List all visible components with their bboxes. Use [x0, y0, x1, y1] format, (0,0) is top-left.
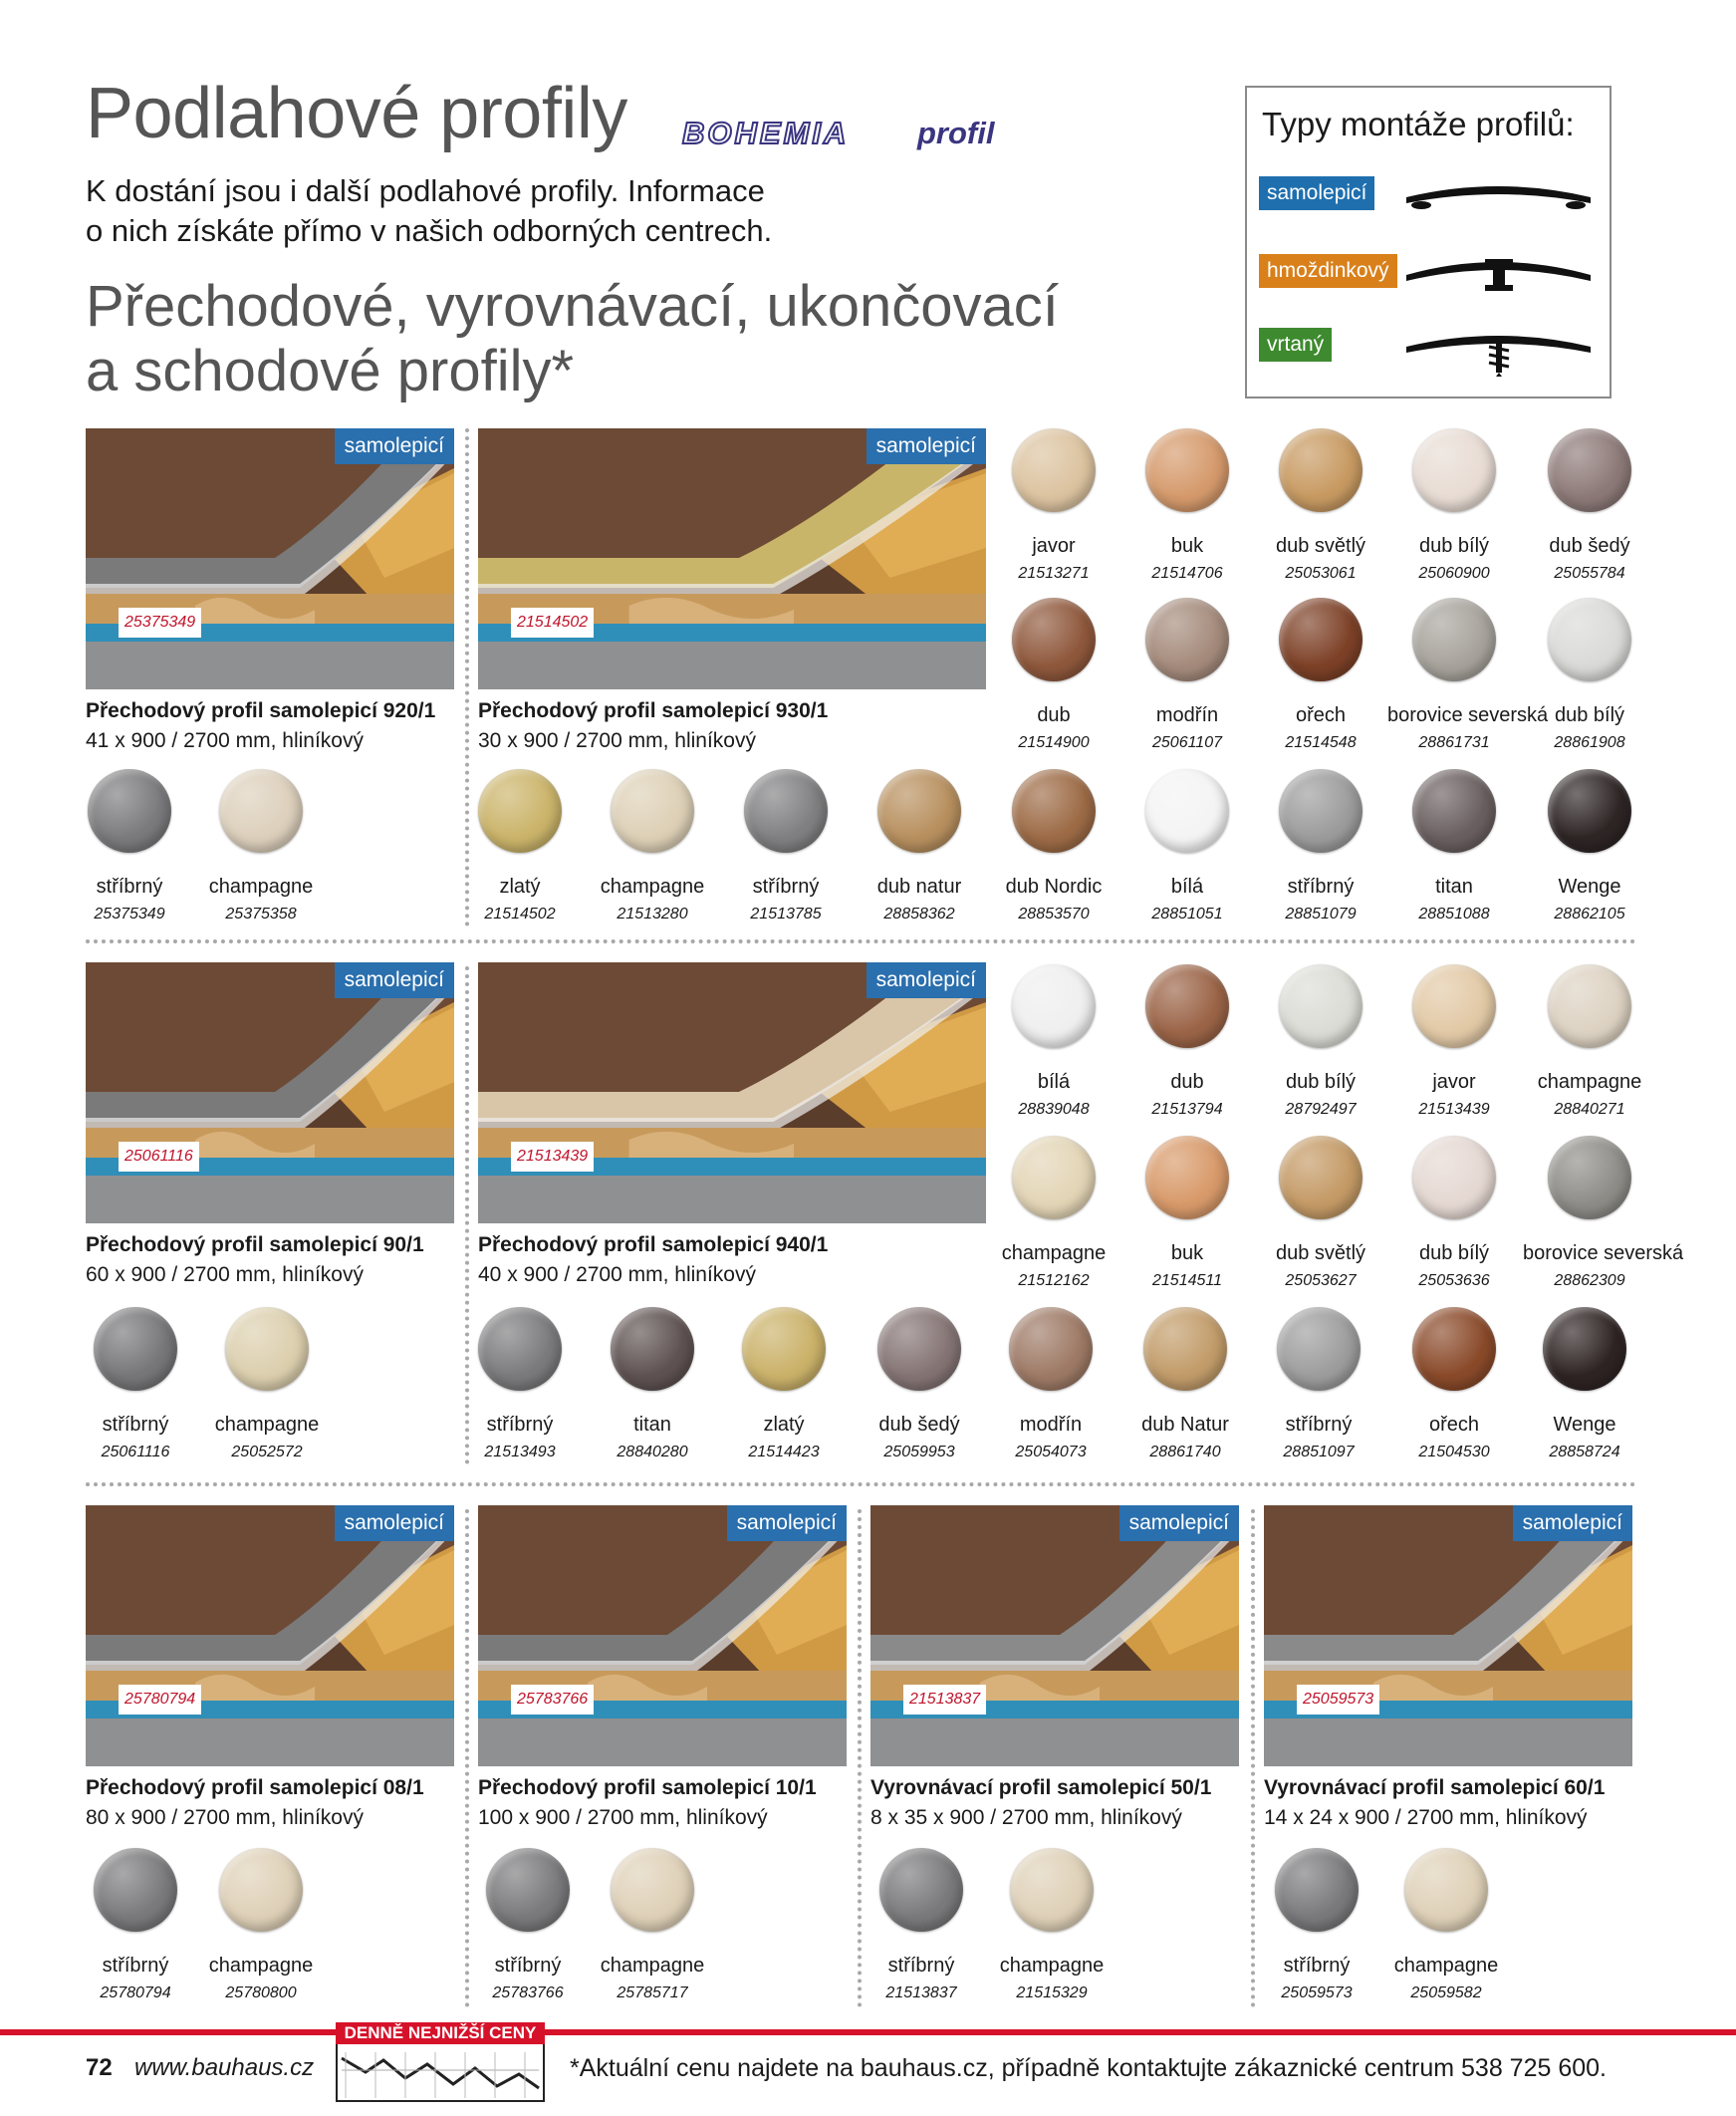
swatch-name: dub natur — [876, 876, 962, 898]
swatch-code: 25060900 — [1418, 565, 1490, 582]
swatch-name: champagne — [1537, 1071, 1642, 1093]
product-code-badge: 25780794 — [119, 1685, 201, 1715]
swatch-color-circle — [1412, 1307, 1496, 1391]
color-swatch[interactable] — [453, 769, 587, 925]
mount-type-hmozdinkovy: hmoždinkový — [1259, 254, 1397, 288]
swatch-code: 28851088 — [1418, 906, 1490, 923]
swatch-name: Wenge — [1558, 876, 1621, 898]
swatch-code: 28792497 — [1285, 1101, 1357, 1118]
product-dimensions: 40 x 900 / 2700 mm, hliníkový — [478, 1263, 756, 1286]
page-number: 72 — [86, 2054, 113, 2081]
mounting-type-badge: samolepicí — [335, 1505, 454, 1541]
swatch-name: dub — [1037, 704, 1071, 726]
swatch-name: dub bílý — [1418, 535, 1490, 557]
swatch-code: 28862309 — [1554, 1272, 1625, 1289]
product-name: Vyrovnávací profil samolepicí 60/1 — [1264, 1776, 1606, 1799]
product-code-badge: 21513837 — [903, 1685, 986, 1715]
swatch-name: stříbrný — [486, 1414, 554, 1436]
color-swatch[interactable] — [1120, 769, 1254, 925]
color-swatch[interactable] — [987, 428, 1120, 584]
swatch-name: champagne — [214, 1414, 320, 1436]
color-swatch[interactable] — [1252, 1307, 1385, 1462]
swatch-code: 21513493 — [484, 1444, 556, 1460]
swatch-name: dub bílý — [1554, 704, 1625, 726]
svg-text:BOHEMIA: BOHEMIA — [682, 116, 850, 150]
color-swatch[interactable] — [1379, 1848, 1513, 2003]
floor-cross-section-illustration — [478, 428, 986, 689]
swatch-color-circle — [1279, 964, 1363, 1048]
swatch-code: 21514502 — [484, 906, 556, 923]
swatch-color-circle — [1012, 598, 1096, 681]
divider — [86, 1482, 1636, 1486]
color-swatch[interactable] — [586, 1848, 719, 2003]
dowel-profile-icon — [1401, 241, 1596, 301]
product-dimensions: 14 x 24 x 900 / 2700 mm, hliníkový — [1264, 1806, 1588, 1829]
swatch-color-circle — [1012, 428, 1096, 512]
color-swatch[interactable] — [69, 1848, 202, 2003]
swatch-color-circle — [478, 769, 562, 853]
mounting-title: Typy montáže profilů: — [1262, 106, 1575, 142]
swatch-code: 28840280 — [617, 1444, 688, 1460]
swatch-code: 25780794 — [100, 1984, 171, 2001]
swatch-name: champagne — [1001, 1242, 1107, 1264]
color-swatch[interactable] — [63, 769, 196, 925]
color-swatch[interactable] — [1387, 428, 1521, 584]
swatch-color-circle — [1279, 598, 1363, 681]
swatch-code: 28851051 — [1151, 906, 1223, 923]
swatch-code: 21513837 — [885, 1984, 957, 2001]
product-image — [478, 428, 986, 689]
swatch-color-circle — [879, 1848, 963, 1932]
product-name: Přechodový profil samolepicí 08/1 — [86, 1776, 424, 1799]
color-swatch[interactable] — [1120, 1136, 1254, 1291]
swatch-code: 21513785 — [750, 906, 822, 923]
color-swatch[interactable] — [69, 1307, 202, 1462]
color-swatch[interactable] — [719, 769, 853, 925]
product-code-badge: 25375349 — [119, 608, 201, 638]
product-name: Přechodový profil samolepicí 930/1 — [478, 699, 829, 722]
swatch-name: dub světlý — [1275, 1242, 1366, 1264]
swatch-code: 28853570 — [1018, 906, 1090, 923]
color-swatch[interactable] — [984, 1307, 1117, 1462]
swatch-code: 25783766 — [492, 1984, 564, 2001]
swatch-code: 25785717 — [617, 1984, 688, 2001]
swatch-code: 25055784 — [1554, 565, 1625, 582]
swatch-color-circle — [1404, 1848, 1488, 1932]
swatch-name: champagne — [600, 876, 705, 898]
product-code-badge: 25059573 — [1297, 1685, 1379, 1715]
color-swatch[interactable] — [1523, 769, 1656, 925]
mounting-type-badge: samolepicí — [335, 962, 454, 998]
color-swatch[interactable] — [1254, 598, 1387, 753]
color-swatch[interactable] — [1523, 1136, 1684, 1291]
color-swatch[interactable] — [1387, 1136, 1521, 1291]
color-swatch[interactable] — [855, 1848, 988, 2003]
divider — [465, 428, 469, 926]
swatch-code: 25053636 — [1418, 1272, 1490, 1289]
product-code-badge: 25061116 — [119, 1142, 199, 1172]
swatch-color-circle — [1009, 1307, 1093, 1391]
color-swatch[interactable] — [1120, 964, 1254, 1120]
swatch-color-circle — [1548, 964, 1631, 1048]
swatch-code: 28851097 — [1283, 1444, 1355, 1460]
floor-cross-section-illustration — [86, 1505, 454, 1766]
mounting-type-badge: samolepicí — [867, 962, 986, 998]
color-swatch[interactable] — [1250, 1848, 1383, 2003]
swatch-code: 25059953 — [883, 1444, 955, 1460]
swatch-color-circle — [1548, 1136, 1631, 1219]
swatch-color-circle — [1412, 428, 1496, 512]
website-link[interactable]: www.bauhaus.cz — [134, 2054, 315, 2081]
swatch-code: 28851079 — [1285, 906, 1357, 923]
swatch-name: javor — [1032, 535, 1076, 557]
swatch-name: stříbrný — [752, 876, 820, 898]
swatch-color-circle — [1543, 1307, 1626, 1391]
color-swatch[interactable] — [1523, 598, 1656, 753]
swatch-code: 28861740 — [1149, 1444, 1221, 1460]
color-swatch[interactable] — [1120, 598, 1254, 753]
mounting-type-badge: samolepicí — [335, 428, 454, 464]
swatch-code: 25061116 — [101, 1444, 170, 1460]
color-swatch[interactable] — [1518, 1307, 1651, 1462]
swatch-name: Wenge — [1553, 1414, 1616, 1436]
swatch-name: modřín — [1155, 704, 1219, 726]
swatch-color-circle — [1548, 769, 1631, 853]
floor-cross-section-illustration — [478, 962, 986, 1223]
swatch-code: 28858362 — [883, 906, 955, 923]
color-swatch[interactable] — [453, 1307, 587, 1462]
color-swatch[interactable] — [1254, 1136, 1387, 1291]
product-dimensions: 30 x 900 / 2700 mm, hliníkový — [478, 729, 756, 752]
color-swatch[interactable] — [1387, 1307, 1521, 1462]
subtitle-line: Přechodové, vyrovnávací, ukončovací — [86, 274, 1059, 339]
swatch-color-circle — [219, 1848, 303, 1932]
swatch-color-circle — [1279, 1136, 1363, 1219]
swatch-name: zlatý — [499, 876, 541, 898]
color-swatch[interactable] — [987, 1136, 1120, 1291]
swatch-color-circle — [1143, 1307, 1227, 1391]
swatch-color-circle — [1145, 964, 1229, 1048]
swatch-name: dub světlý — [1275, 535, 1366, 557]
swatch-color-circle — [1010, 1848, 1094, 1932]
swatch-name: stříbrný — [96, 876, 163, 898]
divider — [465, 966, 469, 1464]
product-name: Přechodový profil samolepicí 940/1 — [478, 1233, 829, 1256]
swatch-name: javor — [1432, 1071, 1476, 1093]
swatch-code: 25375349 — [94, 906, 165, 923]
swatch-code: 25375358 — [225, 906, 297, 923]
footer-accent-bar — [0, 2029, 1736, 2035]
swatch-name: champagne — [600, 1955, 705, 1977]
product-code-badge: 21513439 — [511, 1142, 594, 1172]
product-name: Vyrovnávací profil samolepicí 50/1 — [870, 1776, 1212, 1799]
swatch-code: 21513439 — [1418, 1101, 1490, 1118]
lowest-price-badge-label: DENNĚ NEJNIŽŠÍ CENY — [336, 2022, 545, 2044]
swatch-color-circle — [225, 1307, 309, 1391]
swatch-name: ořech — [1428, 1414, 1480, 1436]
subtitle-line: a schodové profily* — [86, 339, 575, 403]
divider — [465, 1509, 469, 2007]
color-swatch[interactable] — [1387, 964, 1521, 1120]
swatch-code: 25059582 — [1410, 1984, 1482, 2001]
product-image — [1264, 1505, 1632, 1766]
screw-profile-icon — [1401, 317, 1596, 377]
swatch-code: 21514511 — [1152, 1272, 1222, 1289]
swatch-color-circle — [1012, 769, 1096, 853]
swatch-code: 25059573 — [1281, 1984, 1353, 2001]
color-swatch[interactable] — [194, 1848, 328, 2003]
swatch-color-circle — [1145, 769, 1229, 853]
color-swatch[interactable] — [853, 1307, 986, 1462]
swatch-code: 21514423 — [748, 1444, 820, 1460]
bohemia-profil-logo — [680, 112, 1041, 151]
swatch-color-circle — [486, 1848, 570, 1932]
section-subtitle — [86, 274, 1082, 403]
swatch-name: dub Natur — [1141, 1414, 1229, 1436]
swatch-name: champagne — [208, 876, 314, 898]
product-image — [86, 962, 454, 1223]
swatch-code: 28861908 — [1554, 734, 1625, 751]
product-image — [478, 962, 986, 1223]
swatch-code: 21512162 — [1018, 1272, 1090, 1289]
product-image — [870, 1505, 1239, 1766]
color-swatch[interactable] — [987, 598, 1120, 753]
product-dimensions: 100 x 900 / 2700 mm, hliníkový — [478, 1806, 768, 1829]
swatch-name: buk — [1170, 535, 1204, 557]
swatch-name: dub šedý — [878, 1414, 960, 1436]
color-swatch[interactable] — [1387, 598, 1549, 753]
swatch-code: 21513280 — [617, 906, 688, 923]
color-swatch[interactable] — [1254, 428, 1387, 584]
floor-cross-section-illustration — [478, 1505, 847, 1766]
color-swatch[interactable] — [985, 1848, 1118, 2003]
mounting-types-box — [1245, 86, 1612, 398]
swatch-color-circle — [1145, 428, 1229, 512]
swatch-code: 21515329 — [1016, 1984, 1088, 2001]
divider — [1251, 1509, 1255, 2007]
swatch-color-circle — [1012, 1136, 1096, 1219]
swatch-name: dub Nordic — [1005, 876, 1103, 898]
product-image — [86, 1505, 454, 1766]
swatch-name: bílá — [1170, 876, 1204, 898]
color-swatch[interactable] — [1254, 964, 1387, 1120]
swatch-name: bílá — [1037, 1071, 1071, 1093]
swatch-color-circle — [478, 1307, 562, 1391]
swatch-code: 25053061 — [1285, 565, 1357, 582]
swatch-code: 25052572 — [231, 1444, 303, 1460]
color-swatch[interactable] — [717, 1307, 851, 1462]
mount-type-vrtany: vrtaný — [1259, 328, 1332, 362]
swatch-color-circle — [1412, 1136, 1496, 1219]
product-name: Přechodový profil samolepicí 90/1 — [86, 1233, 424, 1256]
swatch-code: 21504530 — [1418, 1444, 1490, 1460]
swatch-name: ořech — [1295, 704, 1347, 726]
swatch-code: 25780800 — [225, 1984, 297, 2001]
swatch-name: titan — [1435, 876, 1473, 898]
adhesive-profile-icon — [1401, 167, 1596, 227]
product-dimensions: 80 x 900 / 2700 mm, hliníkový — [86, 1806, 364, 1829]
swatch-color-circle — [611, 1307, 694, 1391]
floor-cross-section-illustration — [1264, 1505, 1632, 1766]
color-swatch[interactable] — [1523, 964, 1656, 1120]
product-dimensions: 60 x 900 / 2700 mm, hliníkový — [86, 1263, 364, 1286]
color-swatch[interactable] — [1254, 769, 1387, 925]
floor-cross-section-illustration — [86, 962, 454, 1223]
product-name: Přechodový profil samolepicí 10/1 — [478, 1776, 817, 1799]
product-name: Přechodový profil samolepicí 920/1 — [86, 699, 436, 722]
swatch-code: 25061107 — [1152, 734, 1222, 751]
mounting-type-badge: samolepicí — [867, 428, 986, 464]
swatch-color-circle — [94, 1848, 177, 1932]
swatch-code: 21513271 — [1018, 565, 1090, 582]
swatch-color-circle — [1412, 598, 1496, 681]
color-swatch[interactable] — [200, 1307, 334, 1462]
color-swatch[interactable] — [1120, 428, 1254, 584]
swatch-name: modřín — [1019, 1414, 1083, 1436]
swatch-color-circle — [742, 1307, 826, 1391]
swatch-color-circle — [611, 1848, 694, 1932]
color-swatch[interactable] — [461, 1848, 595, 2003]
swatch-color-circle — [1275, 1848, 1359, 1932]
swatch-name: borovice severská — [1387, 704, 1549, 726]
swatch-name: stříbrný — [102, 1414, 169, 1436]
color-swatch[interactable] — [987, 769, 1120, 925]
swatch-code: 28862105 — [1554, 906, 1625, 923]
swatch-name: titan — [633, 1414, 671, 1436]
product-code-badge: 21514502 — [511, 608, 594, 638]
swatch-color-circle — [219, 769, 303, 853]
product-dimensions: 41 x 900 / 2700 mm, hliníkový — [86, 729, 364, 752]
swatch-code: 28858724 — [1549, 1444, 1620, 1460]
page-title: Podlahové profily — [86, 74, 627, 153]
swatch-name: champagne — [999, 1955, 1105, 1977]
swatch-code: 25054073 — [1015, 1444, 1087, 1460]
mounting-type-badge: samolepicí — [1513, 1505, 1632, 1541]
swatch-name: dub šedý — [1549, 535, 1630, 557]
price-disclaimer: *Aktuální cenu najdete na bauhaus.cz, případně kontaktujte zákaznické centrum 538 725 600. — [570, 2054, 1607, 2082]
swatch-color-circle — [744, 769, 828, 853]
swatch-name: dub bílý — [1418, 1242, 1490, 1264]
swatch-name: zlatý — [763, 1414, 805, 1436]
swatch-code: 21514900 — [1018, 734, 1090, 751]
swatch-code: 25053627 — [1285, 1272, 1357, 1289]
swatch-color-circle — [611, 769, 694, 853]
swatch-color-circle — [88, 769, 171, 853]
color-swatch[interactable] — [1387, 769, 1521, 925]
swatch-code: 28861731 — [1418, 734, 1490, 751]
swatch-color-circle — [877, 769, 961, 853]
swatch-color-circle — [1279, 769, 1363, 853]
swatch-color-circle — [1412, 964, 1496, 1048]
floor-cross-section-illustration — [870, 1505, 1239, 1766]
color-swatch[interactable] — [194, 769, 328, 925]
swatch-name: borovice severská — [1523, 1242, 1684, 1264]
product-dimensions: 8 x 35 x 900 / 2700 mm, hliníkový — [870, 1806, 1182, 1829]
mount-type-samolepici: samolepicí — [1259, 176, 1374, 210]
swatch-name: champagne — [208, 1955, 314, 1977]
divider — [86, 939, 1636, 943]
color-swatch[interactable] — [853, 769, 986, 925]
color-swatch[interactable] — [987, 964, 1120, 1120]
intro-line: o nich získáte přímo v našich odborných centrech. — [86, 213, 773, 248]
swatch-name: stříbrný — [494, 1955, 562, 1977]
mounting-type-badge: samolepicí — [727, 1505, 847, 1541]
swatch-color-circle — [1412, 769, 1496, 853]
swatch-color-circle — [1145, 1136, 1229, 1219]
swatch-color-circle — [1277, 1307, 1361, 1391]
swatch-name: dub bílý — [1285, 1071, 1357, 1093]
color-swatch[interactable] — [1523, 428, 1656, 584]
swatch-name: buk — [1170, 1242, 1204, 1264]
color-swatch[interactable] — [586, 1307, 719, 1462]
color-swatch[interactable] — [586, 769, 719, 925]
svg-text:profil: profil — [917, 116, 995, 150]
swatch-code: 21513794 — [1151, 1101, 1223, 1118]
swatch-name: stříbrný — [1287, 876, 1355, 898]
swatch-name: dub — [1170, 1071, 1204, 1093]
swatch-name: stříbrný — [102, 1955, 169, 1977]
swatch-name: stříbrný — [887, 1955, 955, 1977]
swatch-code: 28840271 — [1554, 1101, 1625, 1118]
swatch-color-circle — [1012, 964, 1096, 1048]
swatch-name: champagne — [1393, 1955, 1499, 1977]
swatch-color-circle — [877, 1307, 961, 1391]
swatch-name: stříbrný — [1285, 1414, 1353, 1436]
swatch-code: 21514548 — [1285, 734, 1357, 751]
swatch-code: 28839048 — [1018, 1101, 1090, 1118]
color-swatch[interactable] — [1118, 1307, 1252, 1462]
swatch-name: stříbrný — [1283, 1955, 1351, 1977]
product-image — [86, 428, 454, 689]
intro-line: K dostání jsou i další podlahové profily. Informace — [86, 173, 765, 208]
mounting-type-badge: samolepicí — [1119, 1505, 1239, 1541]
swatch-color-circle — [1145, 598, 1229, 681]
divider — [858, 1509, 862, 2007]
swatch-code: 21514706 — [1151, 565, 1223, 582]
swatch-color-circle — [1548, 598, 1631, 681]
intro-text — [86, 171, 882, 251]
swatch-color-circle — [1279, 428, 1363, 512]
product-image — [478, 1505, 847, 1766]
swatch-color-circle — [1548, 428, 1631, 512]
floor-cross-section-illustration — [86, 428, 454, 689]
swatch-color-circle — [94, 1307, 177, 1391]
product-code-badge: 25783766 — [511, 1685, 594, 1715]
